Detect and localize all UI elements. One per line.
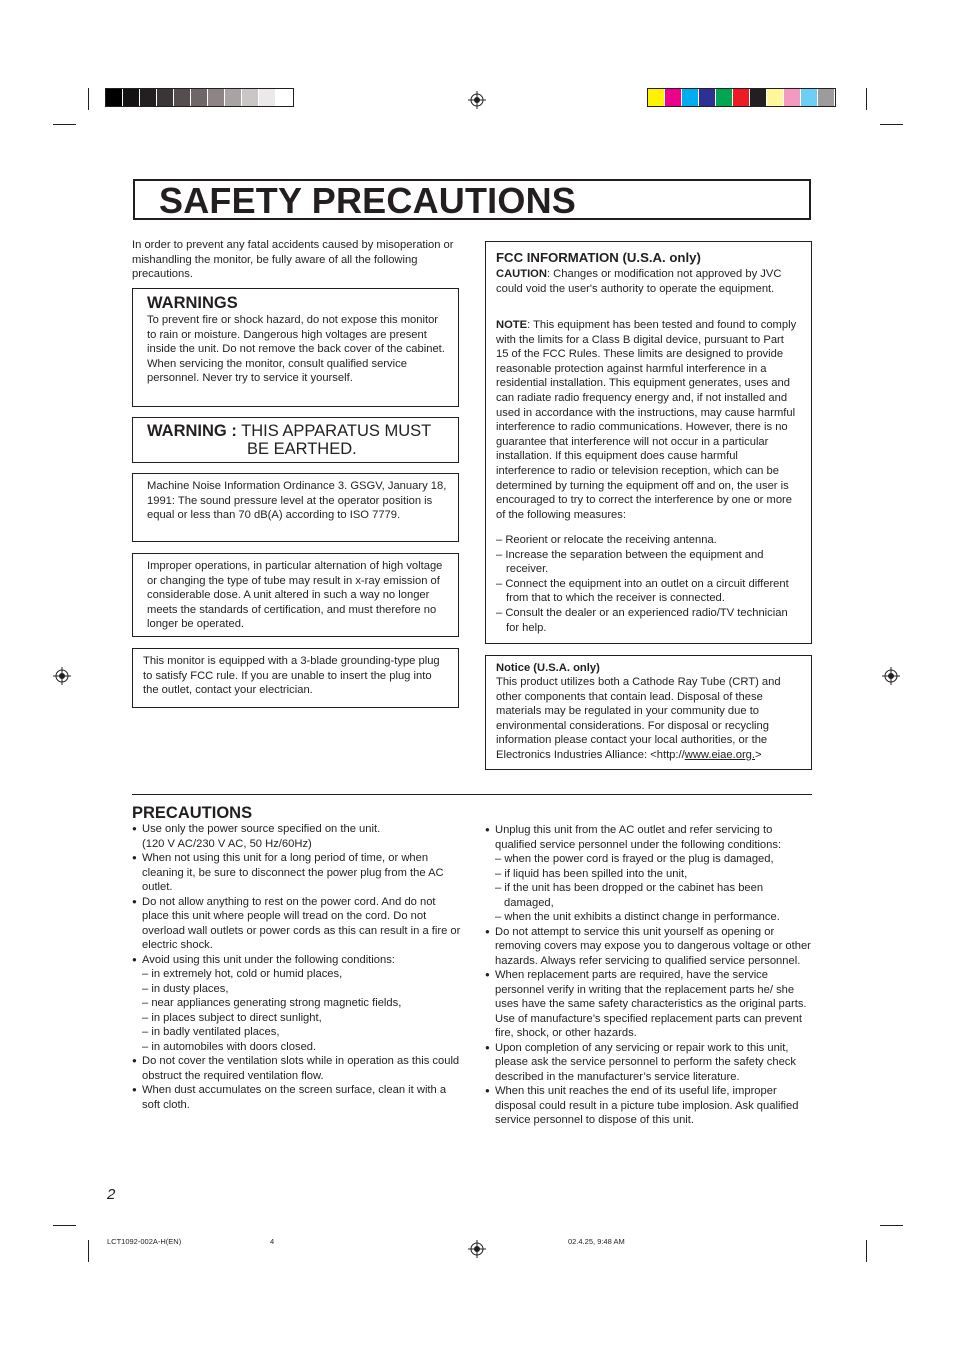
precaution-text: ● Do not cover the ventilation slots while in operation as this could obstruct the required ventilation flow. (142, 1055, 460, 1082)
fcc-measure-item: – Increase the separation between the equipment and receiver. (496, 548, 764, 576)
precaution-subitem: – in dusty places, (142, 982, 229, 995)
precautions-heading: PRECAUTIONS (132, 804, 253, 822)
precaution-text: ● When dust accumulates on the screen surface, clean it with a soft cloth. (142, 1084, 447, 1111)
precaution-text: ● Avoid using this unit under the following conditions: (142, 953, 395, 966)
notice-box (485, 655, 812, 770)
caution-label: CAUTION (496, 268, 547, 280)
precaution-text: ● Upon completion of any servicing or repair work to this unit, please ask the service personnel to perform the safety check described in the manufacturer’s service literature. (495, 1041, 796, 1083)
precaution-text: ● Use only the power source specified on the unit. (142, 823, 381, 835)
noise-box (132, 473, 459, 542)
registration-mark-icon (468, 1240, 486, 1258)
crop-mark (866, 88, 867, 110)
precaution-subitem: (120 V AC/230 V AC, 50 Hz/60Hz) (142, 837, 312, 850)
footer-datetime: 02.4.25, 9:48 AM (568, 1237, 625, 1246)
xray-text: Improper operations, in particular alternation of high voltage or changing the type of tube may result in x-ray emission of considerable dose. A unit altered in such a way no longer meets the standards of certification, and must therefore no longer be operated. (147, 560, 443, 631)
gray-swatch (276, 89, 293, 106)
precaution-subitem: – if liquid has been spilled into the unit, (495, 867, 688, 880)
precaution-text: ● When this unit reaches the end of its useful life, improper disposal could result in a picture tube implosion. Ask qualified service personnel to dispose of this unit. (495, 1085, 799, 1126)
earthed-line-2: BE EARTHED. (247, 440, 357, 458)
fcc-measure-item: – Connect the equipment into an outlet on a circuit different from that to which the receiver is connected. (496, 577, 789, 605)
crop-mark (53, 124, 76, 125)
gray-swatch (123, 89, 140, 106)
precaution-subitem: – near appliances generating strong magnetic fields, (142, 997, 402, 1009)
color-swatch (648, 89, 665, 106)
precaution-subitem: – when the unit exhibits a distinct change in performance. (495, 911, 780, 923)
notice-heading: Notice (U.S.A. only) (496, 662, 600, 674)
precaution-subitem: – when the power cord is frayed or the plug is damaged, (495, 853, 774, 865)
grounding-text: This monitor is equipped with a 3-blade grounding-type plug to satisfy FCC rule. If you are unable to insert the plug into the outlet, contact your electrician. (143, 655, 440, 697)
page-title: SAFETY PRECAUTIONS (159, 180, 576, 221)
warnings-heading: WARNINGS (147, 294, 238, 312)
color-swatch (818, 89, 835, 106)
note-label: NOTE (496, 319, 528, 331)
registration-mark-icon (882, 667, 900, 685)
precaution-subitem: – in extremely hot, cold or humid places, (142, 968, 343, 980)
earthed-warning-box (132, 417, 459, 463)
note-text: : This equipment has been tested and found to comply with the limits for a Class B digital device, pursuant to Part 15 of the FCC Rules. These limits are designed to provide reasonable protection against harmful interference in a residential installation. This equipment generates, uses and can radiate radio frequency energy and, if not installed and used in accordance with the instructions, may cause harmful interference to radio communications. However, there is no guarantee that interference will not occur in a particular installation. If this equipment does cause harmful interference to radio or television reception, which can be determined by turning the equipment off and on, the user is encouraged to try to correct the interference by one or more of the following measures: (496, 319, 797, 521)
gray-swatch (242, 89, 259, 106)
color-swatch (716, 89, 733, 106)
registration-mark-icon (53, 667, 71, 685)
precaution-subitem: – if the unit has been dropped or the cabinet has been damaged, (495, 882, 764, 909)
footer-sheet-number: 4 (270, 1237, 275, 1246)
color-swatch (682, 89, 699, 106)
page-number: 2 (107, 1186, 116, 1203)
gray-swatch (191, 89, 208, 106)
color-swatch (750, 89, 767, 106)
precaution-item (132, 1083, 462, 1112)
section-divider (132, 794, 812, 795)
gray-swatch (259, 89, 276, 106)
warnings-text: To prevent fire or shock hazard, do not expose this monitor to rain or moisture. Dangerous high voltages are present inside the unit. Do not remove the back cover of the cabinet. When servicing the monitor, consult qualified service personnel. Never try to service it yourself. (147, 314, 445, 385)
fcc-measure-item: – Consult the dealer or an experienced radio/TV technician for help. (496, 606, 788, 634)
fcc-measures-list (496, 533, 796, 635)
noise-text: Machine Noise Information Ordinance 3. GSGV, January 18, 1991: The sound pressure level at the operator position is equal or less than 70 dB(A) according to ISO 7779. (147, 480, 447, 522)
precaution-item (485, 968, 815, 1041)
precaution-subitem: – in automobiles with doors closed. (142, 1040, 317, 1053)
precaution-item (132, 822, 462, 851)
precaution-item (132, 851, 462, 895)
gray-swatch (225, 89, 242, 106)
gray-swatch (140, 89, 157, 106)
notice-text-end: > (755, 748, 762, 761)
precautions-right-list (485, 823, 815, 1128)
precaution-item (485, 1041, 815, 1085)
crop-mark (880, 124, 903, 125)
gray-swatch (174, 89, 191, 106)
grounding-box (132, 648, 459, 708)
earthed-line-1: THIS APPARATUS MUST (241, 422, 432, 440)
footer-doc-code: LCT1092-002A-H(EN) (107, 1237, 182, 1246)
precaution-item (132, 1054, 462, 1083)
precaution-item (485, 1084, 815, 1128)
precaution-item (485, 925, 815, 969)
precaution-item (485, 823, 815, 925)
caution-text: : Changes or modification not approved by JVC could void the user's authority to operate the equipment. (496, 268, 782, 295)
fcc-box (485, 241, 812, 644)
color-swatch (699, 89, 716, 106)
precaution-text: ● When not using this unit for a long period of time, or when cleaning it, be sure to disconnect the power plug from the AC outlet. (142, 852, 444, 893)
precaution-item (132, 953, 462, 1055)
title-box (133, 179, 811, 220)
earthed-label: WARNING : (147, 422, 237, 440)
crop-mark (88, 88, 89, 110)
color-swatch (767, 89, 784, 106)
color-calibration-bar (647, 88, 836, 107)
intro-paragraph: In order to prevent any fatal accidents caused by misoperation or mishandling the monitor, be fully aware of all the following precautions. (132, 239, 454, 281)
fcc-heading: FCC INFORMATION (U.S.A. only) (496, 250, 701, 265)
color-swatch (733, 89, 750, 106)
registration-mark-icon (468, 91, 486, 109)
crop-mark (53, 1225, 76, 1226)
precaution-subitem: – in badly ventilated places, (142, 1026, 280, 1038)
eiae-link[interactable]: www.eiae.org. (684, 748, 755, 761)
color-swatch (784, 89, 801, 106)
gray-swatch (106, 89, 123, 106)
xray-box (132, 553, 459, 637)
precaution-text: ● Do not allow anything to rest on the power cord. And do not place this unit where people will tread on the cord. Do not overload wall outlets or power cords as this can result in a fire or electric shock. (142, 895, 461, 951)
warnings-box (132, 288, 459, 407)
precaution-item (132, 895, 462, 953)
color-swatch (801, 89, 818, 106)
crop-mark (866, 1240, 867, 1262)
grayscale-calibration-bar (105, 88, 294, 107)
crop-mark (88, 1240, 89, 1262)
precaution-text: ● Do not attempt to service this unit yourself as opening or removing covers may expose you to dangerous voltage or other hazards. Always refer servicing to qualified service personnel. (495, 925, 811, 967)
crop-mark (880, 1225, 903, 1226)
precautions-left-list (132, 822, 462, 1112)
precaution-text: ● When replacement parts are required, have the service personnel verify in writing that the replacement parts he/ she uses have the same safety characteristics as the original parts. Use of manufacture’s specified replacement parts can prevent fire, shock, or other hazards. (495, 969, 807, 1039)
precaution-text: ● Unplug this unit from the AC outlet and refer servicing to qualified service personnel under the following conditions: (495, 824, 782, 851)
gray-swatch (157, 89, 174, 106)
precaution-subitem: – in places subject to direct sunlight, (142, 1011, 322, 1024)
notice-text: This product utilizes both a Cathode Ray Tube (CRT) and other components that contain lead. Disposal of these materials may be regulated in your community due to environmental considerations. For disposal or recycling information please contact your local authorities, or the Electronics Industries Alliance: <http:// (496, 676, 781, 761)
gray-swatch (208, 89, 225, 106)
color-swatch (665, 89, 682, 106)
fcc-measure-item: – Reorient or relocate the receiving antenna. (496, 534, 717, 546)
